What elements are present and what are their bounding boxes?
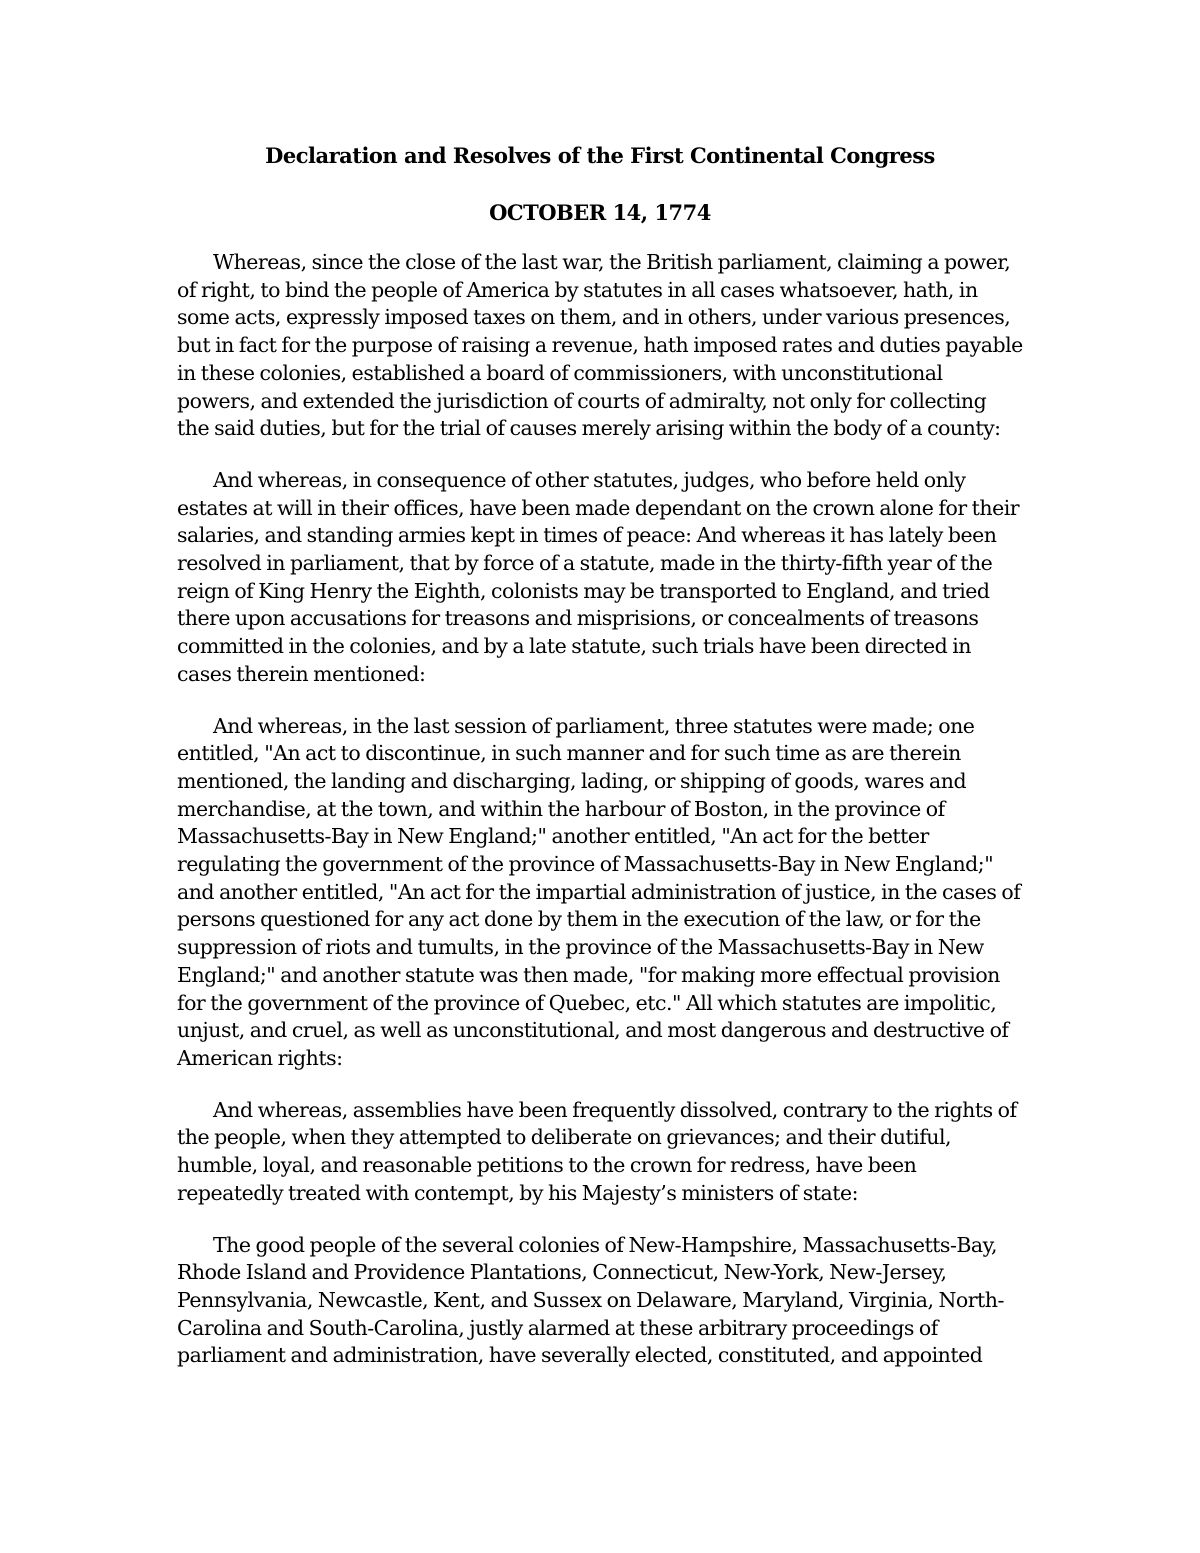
- paragraph-4: And whereas, assemblies have been frequently dissolved, contrary to the rights of the people, when they attempted to deliberate on grievances; and their dutiful, humble, loyal, and reasonable petitions to the crown for redress, have been repeatedly treated with contempt, by his Majesty’s ministers of state:: [177, 1097, 1017, 1205]
- document-date: OCTOBER 14, 1774: [489, 200, 711, 225]
- paragraph-5: The good people of the several colonies of New-Hampshire, Massachusetts-Bay, Rhode Island and Providence Plantations, Connecticut, New-York, New-Jersey, Pennsylvania, Newcastle, Kent, and Sussex on Delaware, Maryland, Virginia, North-Carolina and South-Carolina, justly alarmed at these arbitrary proceedings of parliament and administration, have severally elected, constituted, and appointed: [177, 1232, 1004, 1368]
- paragraph-2: And whereas, in consequence of other statutes, judges, who before held only estates at will in their offices, have been made dependant on the crown alone for their salaries, and standing armies kept in times of peace: And whereas it has lately been resolved in parliament, that by force of a statute, made in the thirty-fifth year of the reign of King Henry the Eighth, colonists may be transported to England, and tried there upon accusations for treasons and misprisions, or concealments of treasons committed in the colonies, and by a late statute, such trials have been directed in cases therein mentioned:: [177, 467, 1020, 686]
- document-title: Declaration and Resolves of the First Continental Congress: [265, 143, 935, 168]
- paragraph-1: Whereas, since the close of the last war, the British parliament, claiming a power, of right, to bind the people of America by statutes in all cases whatsoever, hath, in some acts, expressly imposed taxes on them, and in others, under various presences, but in fact for the purpose of raising a revenue, hath imposed rates and duties payable in these colonies, established a board of commissioners, with unconstitutional powers, and extended the jurisdiction of courts of admiralty, not only for collecting the said duties, but for the trial of causes merely arising within the body of a county:: [177, 250, 1023, 441]
- paragraph-3: And whereas, in the last session of parliament, three statutes were made; one entitled, "An act to discontinue, in such manner and for such time as are therein mentioned, the landing and discharging, lading, or shipping of goods, wares and merchandise, at the town, and within the harbour of Boston, in the province of Massachusetts-Bay in New England;" another entitled, "An act for the better regulating the government of the province of Massachusetts-Bay in New England;" and another entitled, "An act for the impartial administration of justice, in the cases of persons questioned for any act done by them in the execution of the law, or for the suppression of riots and tumults, in the province of the Massachusetts-Bay in New England;" and another statute was then made, "for making more effectual provision for the government of the province of Quebec, etc." All which statutes are impolitic, unjust, and cruel, as well as unconstitutional, and most dangerous and destructive of American rights:: [177, 713, 1021, 1070]
- document-body: [177, 141, 1023, 1370]
